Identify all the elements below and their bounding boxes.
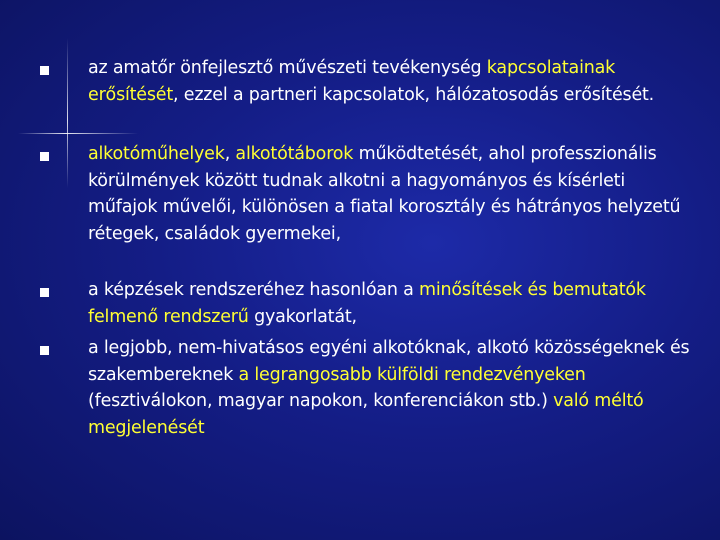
text-segment: , — [224, 144, 236, 164]
square-bullet-icon — [40, 152, 49, 161]
bullet-text-4 — [88, 335, 698, 441]
square-bullet-icon — [40, 288, 49, 297]
square-bullet-icon — [40, 66, 49, 75]
highlighted-text-segment: minősítések és bemutatók felmenő rendszerű — [88, 280, 646, 327]
decorative-vertical-line — [67, 38, 68, 188]
highlighted-text-segment: a legrangosabb külföldi rendezvényeken — [238, 364, 586, 385]
square-bullet-icon — [40, 346, 49, 355]
text-segment: a legjobb, nem-hivatásos egyéni alkotóknak, alkotó közösségeknek és szakembereknek — [88, 338, 690, 385]
highlighted-text-segment: való méltó megjelenését — [88, 391, 644, 438]
highlighted-text-segment: alkotótáborok — [235, 144, 354, 164]
text-segment: működtetését, ahol professzionális körülmények között tudnak alkotni a hagyományos és kísérleti műfajok művelői, különösen a fiatal korosztály és hátrányos helyzetű rétegek, családok gyermekei, — [88, 144, 681, 244]
highlighted-text-segment: alkotóműhelyek — [88, 144, 225, 164]
decorative-horizontal-line — [18, 133, 138, 134]
bullet-text-3 — [88, 277, 698, 330]
text-segment: a képzések rendszeréhez hasonlóan a — [88, 280, 419, 300]
bullet-text-2 — [88, 141, 698, 247]
text-segment: (fesztiválokon, magyar napokon, konferenciákon stb.) — [88, 391, 554, 411]
text-segment: , ezzel a partneri kapcsolatok, hálózatosodás erősítését. — [173, 84, 655, 105]
text-segment: az amatőr önfejlesztő művészeti tevékenység — [88, 58, 487, 78]
text-segment: gyakorlatát, — [248, 306, 357, 327]
bullet-text-1 — [88, 55, 698, 108]
highlighted-text-segment: kapcsolatainak erősítését — [88, 58, 616, 105]
